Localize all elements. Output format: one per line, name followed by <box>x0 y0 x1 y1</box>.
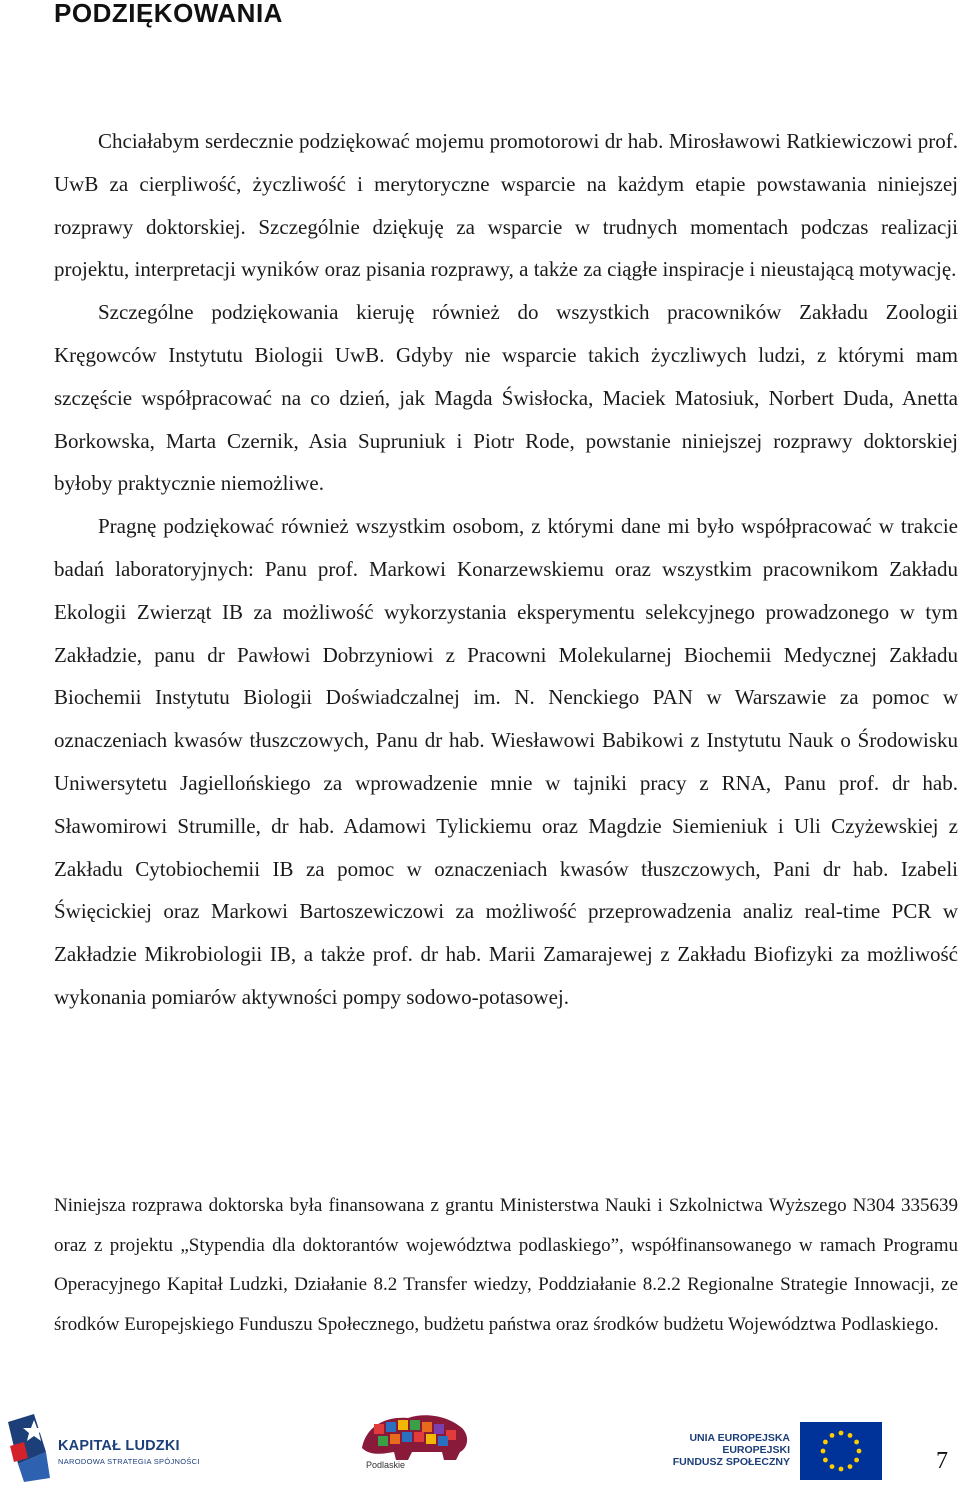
acknowledgements-paragraph-supervisor: Chciałabym serdecznie podziękować mojemu promotorowi dr hab. Mirosławowi Ratkiewiczowi prof. UwB za cierpliwość, życzliwość i merytoryczne wsparcie na każdym etapie powstawania niniejszej rozprawy doktorskiej. Szczególnie dziękuję za wsparcie w trudnych momentach podczas realizacji projektu, interpretacji wyników oraz pisania rozprawy, a także za ciągłe inspiracje i nieustającą motywację. <box>54 129 958 282</box>
page-number: 7 <box>936 1448 948 1474</box>
kapital-ludzki-logo <box>4 1412 204 1484</box>
fundusz-spoleczny-line: FUNDUSZ SPOŁECZNY <box>672 1456 790 1468</box>
page-title: PODZIĘKOWANIA <box>54 0 283 28</box>
europejski-line: EUROPEJSKI <box>722 1444 790 1456</box>
eu-flag-icon <box>800 1422 882 1480</box>
podlaskie-name: Podlaskie <box>366 1460 406 1470</box>
acknowledgements-section <box>54 120 958 1019</box>
kapital-ludzki-name: KAPITAŁ LUDZKI <box>58 1438 180 1454</box>
footer-logos <box>0 1408 960 1500</box>
unia-europejska-text <box>660 1432 790 1468</box>
kapital-ludzki-emblem-icon <box>4 1412 54 1484</box>
unia-europejska-line: UNIA EUROPEJSKA <box>689 1432 790 1444</box>
funding-paragraph: Niniejsza rozprawa doktorska była finansowana z grantu Ministerstwa Nauki i Szkolnictwa Wyższego N304 335639 oraz z projektu „Stypendia dla doktorantów województwa podlaskiego”, współfinansowanego w ramach Programu Operacyjnego Kapitał Ludzki, Działanie 8.2 Transfer wiedzy, Poddziałanie 8.2.2 Regionalne Strategie Innowacji, ze środków Europejskiego Funduszu Społecznego, budżetu państwa oraz środków budżetu Województwa Podlaskiego. <box>54 1195 958 1335</box>
acknowledgements-paragraph-laboratories: Pragnę podziękować również wszystkim osobom, z którymi dane mi było współpracować w trakcie badań laboratoryjnych: Panu prof. Markowi Konarzewskiemu oraz wszystkim pracownikom Zakładu Ekologii Zwierząt IB za możliwość wykorzystania eksperymentu selekcyjnego prowadzonego w tym Zakładzie, panu dr Pawłowi Dobrzyniowi z Pracowni Molekularnej Biochemii Medycznej Zakładu Biochemii Instytutu Biologii Doświadczalnej im. N. Nenckiego PAN w Warszawie za pomoc w oznaczeniach kwasów tłuszczowych, Panu dr hab. Wiesławowi Babikowi z Instytutu Nauk o Środowisku Uniwersytetu Jagiellońskiego za wprowadzenie mnie w tajniki pracy z RNA, Panu prof. dr hab. Sławomirowi Strumille, dr hab. Adamowi Tylickiemu oraz Magdzie Siemieniuk i Uli Czyżewskiej z Zakładu Cytobiochemii IB za pomoc w oznaczeniach kwasów tłuszczowych, Pani dr hab. Izabeli Święcickiej oraz Markowi Bartoszewiczowi za możliwość przeprowadzenia analiz real-time PCR w Zakładzie Mikrobiologii IB, a także prof. dr hab. Marii Zamarajewej z Zakładu Biofizyki za możliwość wykonania pomiarów aktywności pompy sodowo-potasowej. <box>54 514 958 1009</box>
acknowledgements-paragraph-colleagues: Szczególne podziękowania kieruję również do wszystkich pracowników Zakładu Zoologii Kręgowców Instytutu Biologii UwB. Gdyby nie wsparcie takich życzliwych ludzi, z którymi mam szczęście współpracować na co dzień, jak Magda Świsłocka, Maciek Matosiuk, Norbert Duda, Anetta Borkowska, Marta Czernik, Asia Supruniuk i Piotr Rode, powstanie niniejszej rozprawy doktorskiej byłoby praktycznie niemożliwe. <box>54 300 958 496</box>
kapital-ludzki-subtitle: NARODOWA STRATEGIA SPÓJNOŚCI <box>58 1457 200 1466</box>
funding-section <box>54 1186 958 1344</box>
